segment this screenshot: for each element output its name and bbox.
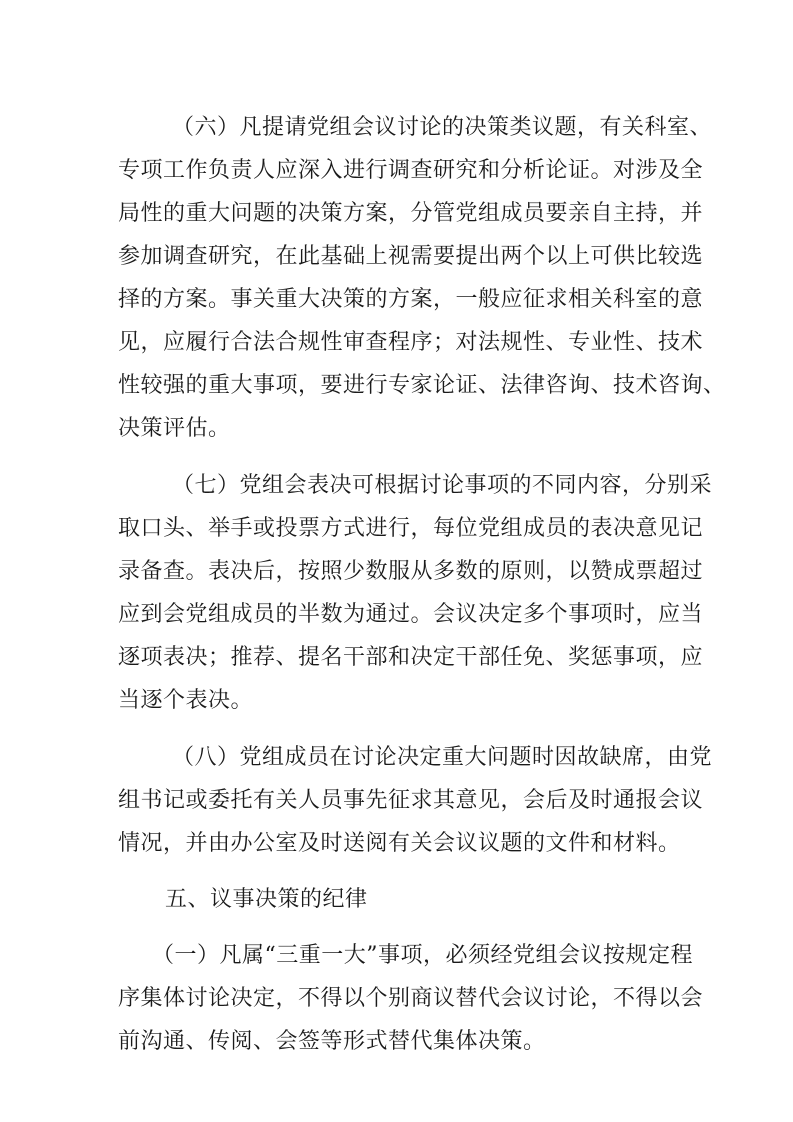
paragraph-1-line-1: （一）凡属“三重一大”事项，必须经党组会议按规定程: [152, 943, 693, 968]
paragraph-6-line-5: 择的方案。事关重大决策的方案，一般应征求相关科室的意: [118, 287, 704, 312]
section-heading: 五、议事决策的纪律: [165, 887, 368, 912]
paragraph-7-line-3: 录备查。表决后，按照少数服从多数的原则，以赞成票超过: [118, 559, 704, 584]
paragraph-6-line-3: 局性的重大问题的决策方案，分管党组成员要亲自主持，并: [118, 201, 704, 226]
paragraph-6-line-4: 参加调查研究，在此基础上视需要提出两个以上可供比较选: [118, 244, 704, 269]
paragraph-7-line-2: 取口头、举手或投票方式进行，每位党组成员的表决意见记: [118, 516, 704, 541]
paragraph-7-line-1: （七）党组会表决可根据讨论事项的不同内容，分别采: [172, 473, 713, 498]
paragraph-7-line-6: 当逐个表决。: [118, 688, 254, 713]
paragraph-7-line-4: 应到会党组成员的半数为通过。会议决定多个事项时，应当: [118, 602, 704, 627]
paragraph-1-line-3: 前沟通、传阅、会签等形式替代集体决策。: [118, 1029, 546, 1054]
paragraph-6-line-7: 性较强的重大事项，要进行专家论证、法律咨询、技术咨询、: [118, 373, 726, 398]
paragraph-6-line-2: 专项工作负责人应深入进行调查研究和分析论证。对涉及全: [118, 158, 704, 183]
paragraph-8-line-3: 情况，并由办公室及时送阅有关会议议题的文件和材料。: [118, 831, 681, 856]
paragraph-6-line-1: （六）凡提请党组会议讨论的决策类议题，有关科室、: [172, 115, 713, 140]
paragraph-1-line-2: 序集体讨论决定，不得以个别商议替代会议讨论，不得以会: [118, 986, 704, 1011]
paragraph-8-line-2: 组书记或委托有关人员事先征求其意见，会后及时通报会议: [118, 788, 704, 813]
paragraph-6-line-6: 见，应履行合法合规性审查程序；对法规性、专业性、技术: [118, 330, 704, 355]
paragraph-6-line-8: 决策评估。: [118, 416, 231, 441]
paragraph-8-line-1: （八）党组成员在讨论决定重大问题时因故缺席，由党: [172, 745, 713, 770]
paragraph-7-line-5: 逐项表决；推荐、提名干部和决定干部任免、奖惩事项，应: [118, 645, 704, 670]
